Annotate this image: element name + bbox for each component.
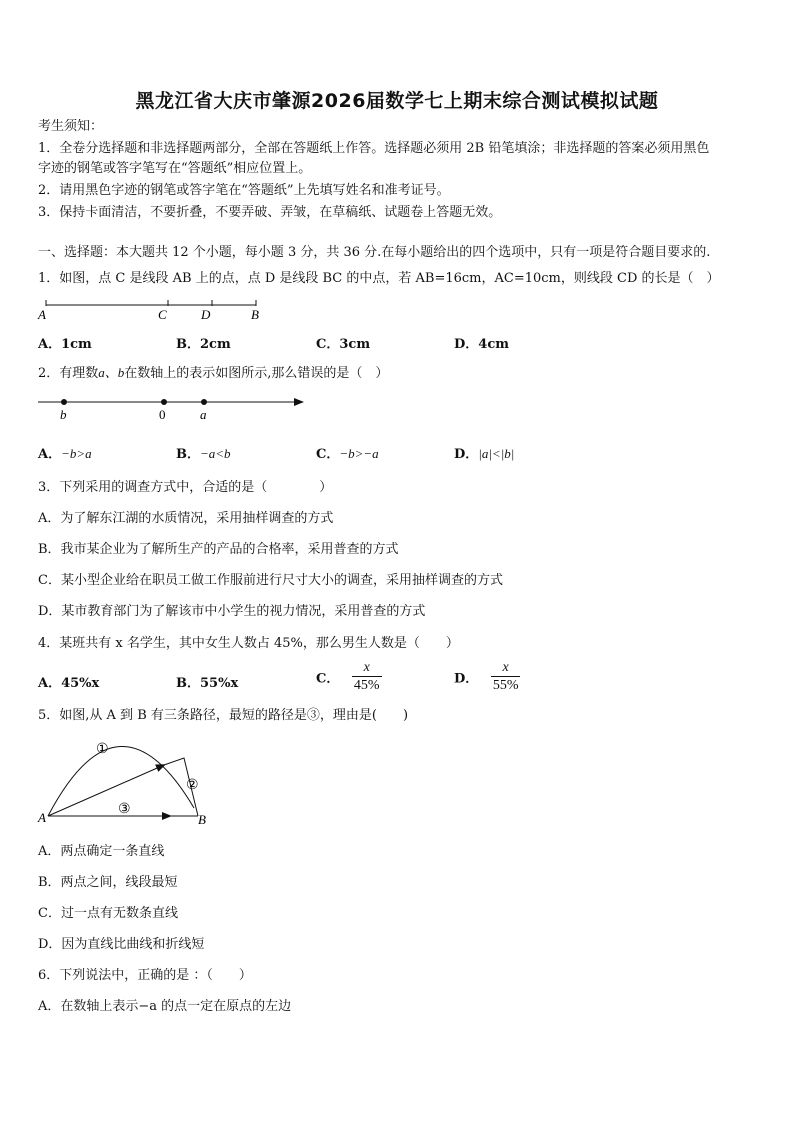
q6-option-a[interactable]: A．在数轴上表示−a 的点一定在原点的左边 bbox=[38, 999, 292, 1014]
q1-option-c[interactable] bbox=[316, 333, 370, 352]
fraction-numerator: x bbox=[363, 660, 370, 675]
q3-option-c[interactable]: C．某小型企业给在职员工做工作服前进行尺寸大小的调查，采用抽样调查的方式 bbox=[38, 573, 503, 588]
notice-line-3: 3．保持卡面清洁，不要折叠，不要弄破、弄皱，在草稿纸、试题卷上答题无效。 bbox=[38, 205, 502, 220]
option-label: D． bbox=[454, 447, 479, 462]
q5-label-a: A bbox=[38, 810, 46, 825]
option-text: |a|<|b| bbox=[478, 446, 515, 461]
option-label: A． bbox=[38, 337, 62, 352]
fraction bbox=[491, 660, 521, 694]
option-label: B． bbox=[176, 447, 200, 462]
q6-stem: 6．下列说法中，正确的是 ：（ ） bbox=[38, 968, 252, 983]
option-text: 3cm bbox=[339, 337, 371, 352]
q2-stem bbox=[38, 364, 388, 383]
q1-label-c: C bbox=[158, 307, 167, 322]
q3-option-d[interactable]: D．某市教育部门为了解该市中小学生的视力情况，采用普查的方式 bbox=[38, 604, 426, 619]
notice-heading: 考生须知： bbox=[38, 119, 104, 134]
q5-option-d[interactable]: D．因为直线比曲线和折线短 bbox=[38, 937, 205, 952]
q1-stem: 1．如图，点 C 是线段 AB 上的点，点 D 是线段 BC 的中点，若 AB=16cm，AC=10cm，则线段 CD 的长是（ ） bbox=[38, 271, 720, 286]
option-text: −a<b bbox=[200, 446, 231, 461]
option-text: 45%x bbox=[61, 676, 100, 691]
q5-stem: 5．如图,从 A 到 B 有三条路径，最短的路径是③，理由是( ) bbox=[38, 708, 409, 723]
q2-stem-vars: a、b bbox=[98, 365, 125, 380]
q2-label-b: b bbox=[60, 407, 67, 422]
page-title: 黑龙江省大庆市肇源2026届数学七上期末综合测试模拟试题 bbox=[135, 90, 659, 112]
q2-label-a: a bbox=[200, 407, 207, 422]
fraction bbox=[352, 660, 382, 694]
q2-option-b[interactable] bbox=[176, 443, 231, 462]
option-text: 2cm bbox=[200, 337, 231, 352]
option-text: 55%x bbox=[200, 676, 239, 691]
q5-label-path-2: ② bbox=[186, 778, 199, 793]
q4-option-d[interactable] bbox=[454, 660, 520, 694]
q5-option-c[interactable]: C．过一点有无数条直线 bbox=[38, 906, 178, 921]
fraction-denominator: 45% bbox=[353, 678, 380, 693]
notice-line-2: 2．请用黑色字迹的钢笔或答字笔在“答题纸”上先填写姓名和准考证号。 bbox=[38, 183, 450, 198]
q2-stem-pre: 2．有理数 bbox=[38, 366, 99, 381]
q4-option-a[interactable] bbox=[38, 672, 99, 691]
q5-label-path-1: ① bbox=[96, 742, 109, 757]
option-label: A． bbox=[38, 676, 62, 691]
option-label: D． bbox=[454, 671, 479, 687]
q1-segment-figure bbox=[34, 296, 274, 324]
q2-option-c[interactable] bbox=[316, 443, 379, 462]
q4-option-b[interactable] bbox=[176, 672, 238, 691]
notice-line-1b: 字迹的钢笔或答字笔写在“答题纸”相应位置上。 bbox=[38, 161, 312, 176]
option-label: A． bbox=[38, 447, 62, 462]
q5-option-b[interactable]: B．两点之间，线段最短 bbox=[38, 875, 178, 890]
q3-stem: 3．下列采用的调查方式中，合适的是（ ） bbox=[38, 480, 333, 495]
q5-label-path-3: ③ bbox=[118, 802, 131, 817]
fraction-numerator: x bbox=[502, 660, 509, 675]
q1-option-d[interactable] bbox=[454, 333, 509, 352]
q2-number-line-figure bbox=[34, 393, 314, 423]
option-text: 1cm bbox=[61, 337, 92, 352]
q5-label-b: B bbox=[198, 812, 206, 827]
q4-option-c[interactable] bbox=[316, 660, 382, 694]
option-label: C． bbox=[316, 337, 340, 352]
section-heading: 一、选择题：本大题共 12 个小题，每小题 3 分，共 36 分.在每小题给出的四个选项中，只有一项是符合题目要求的. bbox=[38, 245, 711, 260]
q3-option-a[interactable]: A．为了解东江湖的水质情况，采用抽样调查的方式 bbox=[38, 511, 334, 526]
q1-option-b[interactable] bbox=[176, 333, 231, 352]
q2-option-d[interactable] bbox=[454, 443, 514, 462]
option-label: C． bbox=[316, 671, 340, 687]
option-label: D． bbox=[454, 337, 479, 352]
option-label: C． bbox=[316, 447, 340, 462]
q3-option-b[interactable]: B．我市某企业为了解所生产的产品的合格率，采用普查的方式 bbox=[38, 542, 399, 557]
path-2-arrow bbox=[48, 765, 164, 816]
option-text: −b>−a bbox=[339, 446, 379, 461]
q1-option-a[interactable] bbox=[38, 333, 92, 352]
option-label: B． bbox=[176, 337, 200, 352]
q1-label-b: B bbox=[251, 307, 259, 322]
fraction-denominator: 55% bbox=[492, 678, 519, 693]
q2-stem-post: 在数轴上的表示如图所示,那么错误的是（ ） bbox=[124, 366, 389, 381]
notice-line-1a: 1．全卷分选择题和非选择题两部分，全部在答题纸上作答。选择题必须用 2B 铅笔填涂；非选择题的答案必须用黑色 bbox=[38, 141, 710, 156]
option-text: 4cm bbox=[478, 337, 509, 352]
q2-label-zero: 0 bbox=[159, 407, 166, 422]
q4-stem: 4．某班共有 x 名学生，其中女生人数占 45%，那么男生人数是（ ） bbox=[38, 636, 459, 651]
q5-paths-figure bbox=[34, 736, 224, 832]
option-text: −b>a bbox=[61, 446, 92, 461]
q1-label-a: A bbox=[38, 307, 46, 322]
q2-option-a[interactable] bbox=[38, 443, 92, 462]
option-label: B． bbox=[176, 676, 200, 691]
q1-label-d: D bbox=[201, 307, 211, 322]
q5-option-a[interactable]: A．两点确定一条直线 bbox=[38, 844, 165, 859]
